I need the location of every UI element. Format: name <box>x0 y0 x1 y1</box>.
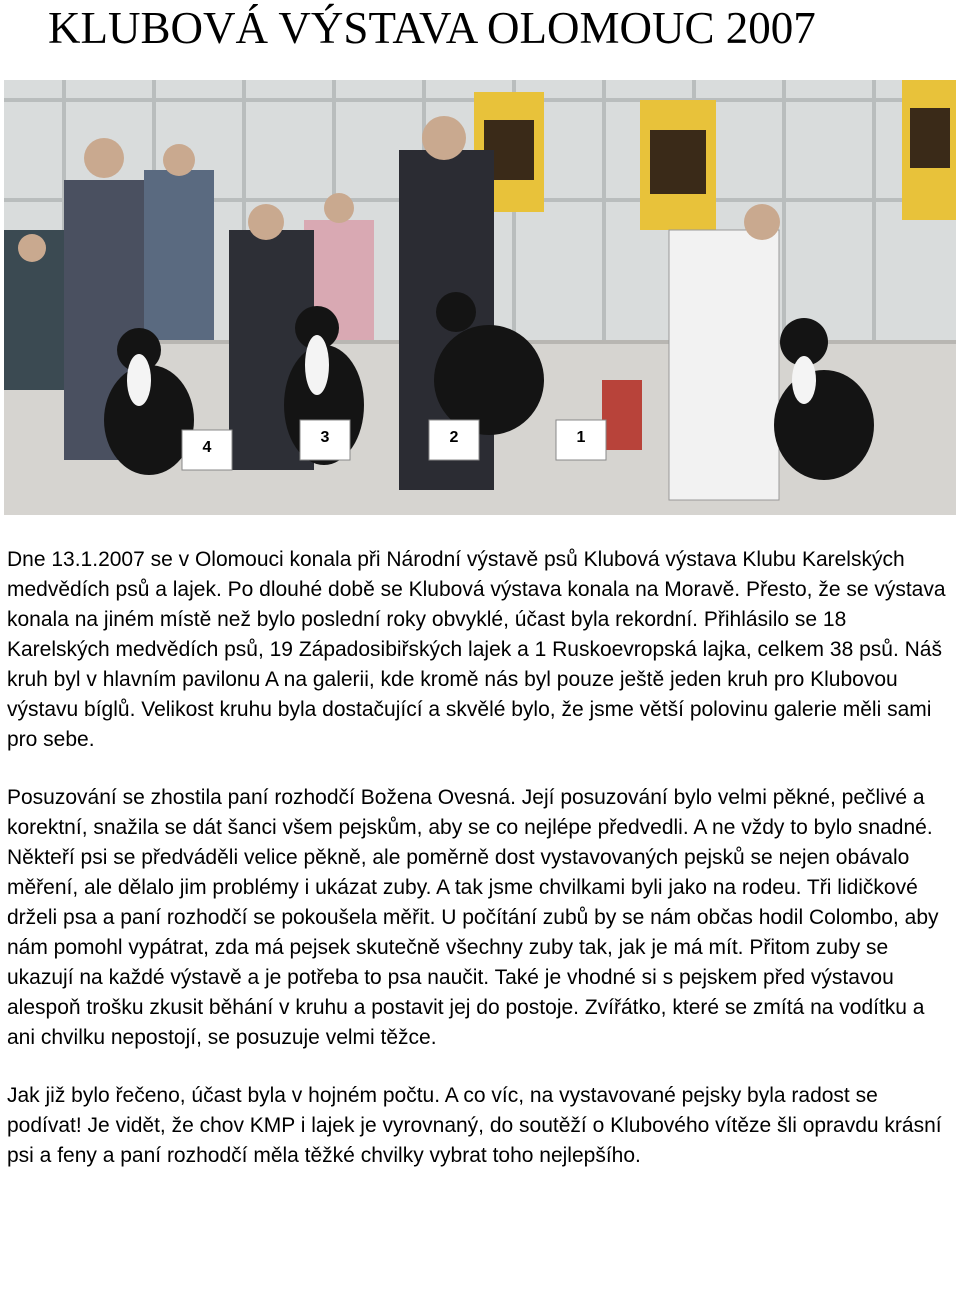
placard-number: 2 <box>449 429 459 446</box>
photo-illustration <box>4 80 956 515</box>
article-body <box>7 545 953 1171</box>
paragraph: Jak již bylo řečeno, účast byla v hojném počtu. A co víc, na vystavované pejsky byla radost se podívat! Je vidět, že chov KMP i lajek je vyrovnaný, do soutěží o Klubového vítěze šli opravdu krásní psi a feny a paní rozhodčí měla těžké chvilky vybrat toho nejlepšího. <box>7 1084 942 1167</box>
placard-number: 4 <box>202 439 212 456</box>
placard-number: 1 <box>576 429 586 446</box>
paragraph: Dne 13.1.2007 se v Olomouci konala při Národní výstavě psů Klubová výstava Klubu Karelských medvědích psů a lajek. Po dlouhé době se Klubová výstava konala na Moravě. Přesto, že se výstava konala na jiném místě než bylo poslední roky obvyklé, účast byla rekordní. Přihlásilo se 18 Karelských medvědích psů, 19 Západosibiřských lajek a 1 Ruskoevropská lajka, celkem 38 psů. Náš kruh byl v hlavním pavilonu A na galerii, kde kromě nás byl pouze ještě jeden kruh pro Klubovou výstavu bíglů. Velikost kruhu byla dostačující a skvělé bylo, že jsme větší polovinu galerie měli sami pro sebe. <box>7 548 946 751</box>
show-photo <box>4 80 956 515</box>
placard-4 <box>182 430 232 470</box>
placard-number: 3 <box>320 429 330 446</box>
placard-3 <box>300 420 350 460</box>
paragraph: Posuzování se zhostila paní rozhodčí Božena Ovesná. Její posuzování bylo velmi pěkné, pečlivé a korektní, snažila se dát šanci všem pejskům, aby se co nejlépe předvedli. A ne vždy to bylo snadné. Někteří psi se předváděli velice pěkně, ale poměrně dost vystavovaných pejsků se nejen obávalo měření, ale dělalo jim problémy i ukázat zuby. A tak jsme chvilkami byli jako na rodeu. Tři lidičkové drželi psa a paní rozhodčí se pokoušela měřit. U počítání zubů by se nám občas hodil Colombo, aby nám pomohl vypátrat, zda má pejsek skutečně všechny zuby tak, jak je má mít. Přitom zuby se ukazují na každé výstavě a je potřeba to psa naučit. Také je vhodné si s pejskem před výstavou alespoň trošku zkusit běhání v kruhu a postavit jej do postoje. Zvířátko, které se zmítá na vodítku a ani chvilku nepostojí, se posuzuje velmi těžce. <box>7 786 939 1049</box>
handler <box>669 230 779 500</box>
prize-bag <box>602 380 642 450</box>
spectator <box>144 170 214 340</box>
placard-2 <box>429 420 479 460</box>
placard-1 <box>556 420 606 460</box>
page-title: KLUBOVÁ VÝSTAVA OLOMOUC 2007 <box>48 3 816 53</box>
